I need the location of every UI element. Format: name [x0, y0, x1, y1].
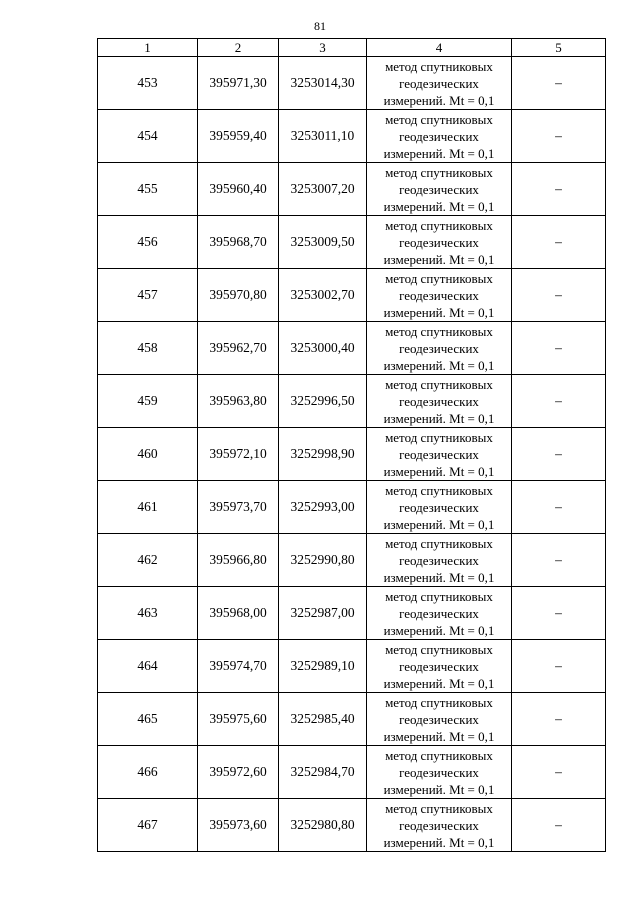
x-coordinate-cell: 395975,60 — [198, 693, 279, 746]
point-number-cell: 464 — [98, 640, 198, 693]
point-number-cell: 454 — [98, 110, 198, 163]
header-row — [98, 39, 606, 57]
y-coordinate-cell: 3252980,80 — [279, 799, 367, 852]
x-coordinate-cell: 395959,40 — [198, 110, 279, 163]
y-coordinate-cell: 3252996,50 — [279, 375, 367, 428]
note-cell: – — [512, 534, 606, 587]
note-cell: – — [512, 693, 606, 746]
method-cell: метод спутниковых геодезических измерений. Mt = 0,1 — [367, 799, 512, 852]
point-number-cell: 463 — [98, 587, 198, 640]
note-cell: – — [512, 799, 606, 852]
header-col-2: 2 — [198, 39, 279, 57]
point-number-cell: 459 — [98, 375, 198, 428]
x-coordinate-cell: 395968,70 — [198, 216, 279, 269]
header-col-5: 5 — [512, 39, 606, 57]
table-row — [98, 322, 606, 375]
point-number-cell: 466 — [98, 746, 198, 799]
y-coordinate-cell: 3253007,20 — [279, 163, 367, 216]
y-coordinate-cell: 3252990,80 — [279, 534, 367, 587]
y-coordinate-cell: 3253014,30 — [279, 57, 367, 110]
x-coordinate-cell: 395963,80 — [198, 375, 279, 428]
method-cell: метод спутниковых геодезических измерений. Mt = 0,1 — [367, 428, 512, 481]
header-col-1: 1 — [98, 39, 198, 57]
y-coordinate-cell: 3252993,00 — [279, 481, 367, 534]
method-cell: метод спутниковых геодезических измерений. Mt = 0,1 — [367, 269, 512, 322]
point-number-cell: 460 — [98, 428, 198, 481]
x-coordinate-cell: 395973,60 — [198, 799, 279, 852]
method-cell: метод спутниковых геодезических измерений. Mt = 0,1 — [367, 322, 512, 375]
point-number-cell: 467 — [98, 799, 198, 852]
y-coordinate-cell: 3253002,70 — [279, 269, 367, 322]
table-row — [98, 534, 606, 587]
method-cell: метод спутниковых геодезических измерений. Mt = 0,1 — [367, 587, 512, 640]
x-coordinate-cell: 395966,80 — [198, 534, 279, 587]
table-header — [98, 39, 606, 57]
note-cell: – — [512, 110, 606, 163]
x-coordinate-cell: 395972,10 — [198, 428, 279, 481]
point-number-cell: 462 — [98, 534, 198, 587]
table-row — [98, 269, 606, 322]
x-coordinate-cell: 395960,40 — [198, 163, 279, 216]
point-number-cell: 461 — [98, 481, 198, 534]
y-coordinate-cell: 3252987,00 — [279, 587, 367, 640]
y-coordinate-cell: 3253000,40 — [279, 322, 367, 375]
note-cell: – — [512, 163, 606, 216]
note-cell: – — [512, 216, 606, 269]
note-cell: – — [512, 269, 606, 322]
table-row — [98, 799, 606, 852]
x-coordinate-cell: 395962,70 — [198, 322, 279, 375]
point-number-cell: 455 — [98, 163, 198, 216]
note-cell: – — [512, 57, 606, 110]
method-cell: метод спутниковых геодезических измерений. Mt = 0,1 — [367, 693, 512, 746]
x-coordinate-cell: 395970,80 — [198, 269, 279, 322]
table-row — [98, 375, 606, 428]
table-row — [98, 640, 606, 693]
method-cell: метод спутниковых геодезических измерений. Mt = 0,1 — [367, 375, 512, 428]
note-cell: – — [512, 322, 606, 375]
note-cell: – — [512, 640, 606, 693]
method-cell: метод спутниковых геодезических измерений. Mt = 0,1 — [367, 481, 512, 534]
point-number-cell: 465 — [98, 693, 198, 746]
y-coordinate-cell: 3253009,50 — [279, 216, 367, 269]
table-row — [98, 693, 606, 746]
y-coordinate-cell: 3252998,90 — [279, 428, 367, 481]
x-coordinate-cell: 395972,60 — [198, 746, 279, 799]
note-cell: – — [512, 587, 606, 640]
table-row — [98, 587, 606, 640]
x-coordinate-cell: 395968,00 — [198, 587, 279, 640]
method-cell: метод спутниковых геодезических измерений. Mt = 0,1 — [367, 216, 512, 269]
x-coordinate-cell: 395973,70 — [198, 481, 279, 534]
method-cell: метод спутниковых геодезических измерений. Mt = 0,1 — [367, 746, 512, 799]
point-number-cell: 457 — [98, 269, 198, 322]
x-coordinate-cell: 395971,30 — [198, 57, 279, 110]
y-coordinate-cell: 3253011,10 — [279, 110, 367, 163]
method-cell: метод спутниковых геодезических измерений. Mt = 0,1 — [367, 110, 512, 163]
point-number-cell: 458 — [98, 322, 198, 375]
y-coordinate-cell: 3252984,70 — [279, 746, 367, 799]
point-number-cell: 453 — [98, 57, 198, 110]
table-row — [98, 746, 606, 799]
table-row — [98, 163, 606, 216]
table-row — [98, 428, 606, 481]
method-cell: метод спутниковых геодезических измерений. Mt = 0,1 — [367, 534, 512, 587]
table-row — [98, 57, 606, 110]
method-cell: метод спутниковых геодезических измерений. Mt = 0,1 — [367, 640, 512, 693]
x-coordinate-cell: 395974,70 — [198, 640, 279, 693]
y-coordinate-cell: 3252989,10 — [279, 640, 367, 693]
method-cell: метод спутниковых геодезических измерений. Mt = 0,1 — [367, 57, 512, 110]
point-number-cell: 456 — [98, 216, 198, 269]
note-cell: – — [512, 746, 606, 799]
table-row — [98, 216, 606, 269]
header-col-3: 3 — [279, 39, 367, 57]
note-cell: – — [512, 428, 606, 481]
table-row — [98, 110, 606, 163]
coordinates-table — [97, 38, 606, 852]
table-body — [98, 57, 606, 852]
method-cell: метод спутниковых геодезических измерений. Mt = 0,1 — [367, 163, 512, 216]
y-coordinate-cell: 3252985,40 — [279, 693, 367, 746]
header-col-4: 4 — [367, 39, 512, 57]
note-cell: – — [512, 481, 606, 534]
page-number: 81 — [314, 19, 326, 33]
note-cell: – — [512, 375, 606, 428]
table-row — [98, 481, 606, 534]
